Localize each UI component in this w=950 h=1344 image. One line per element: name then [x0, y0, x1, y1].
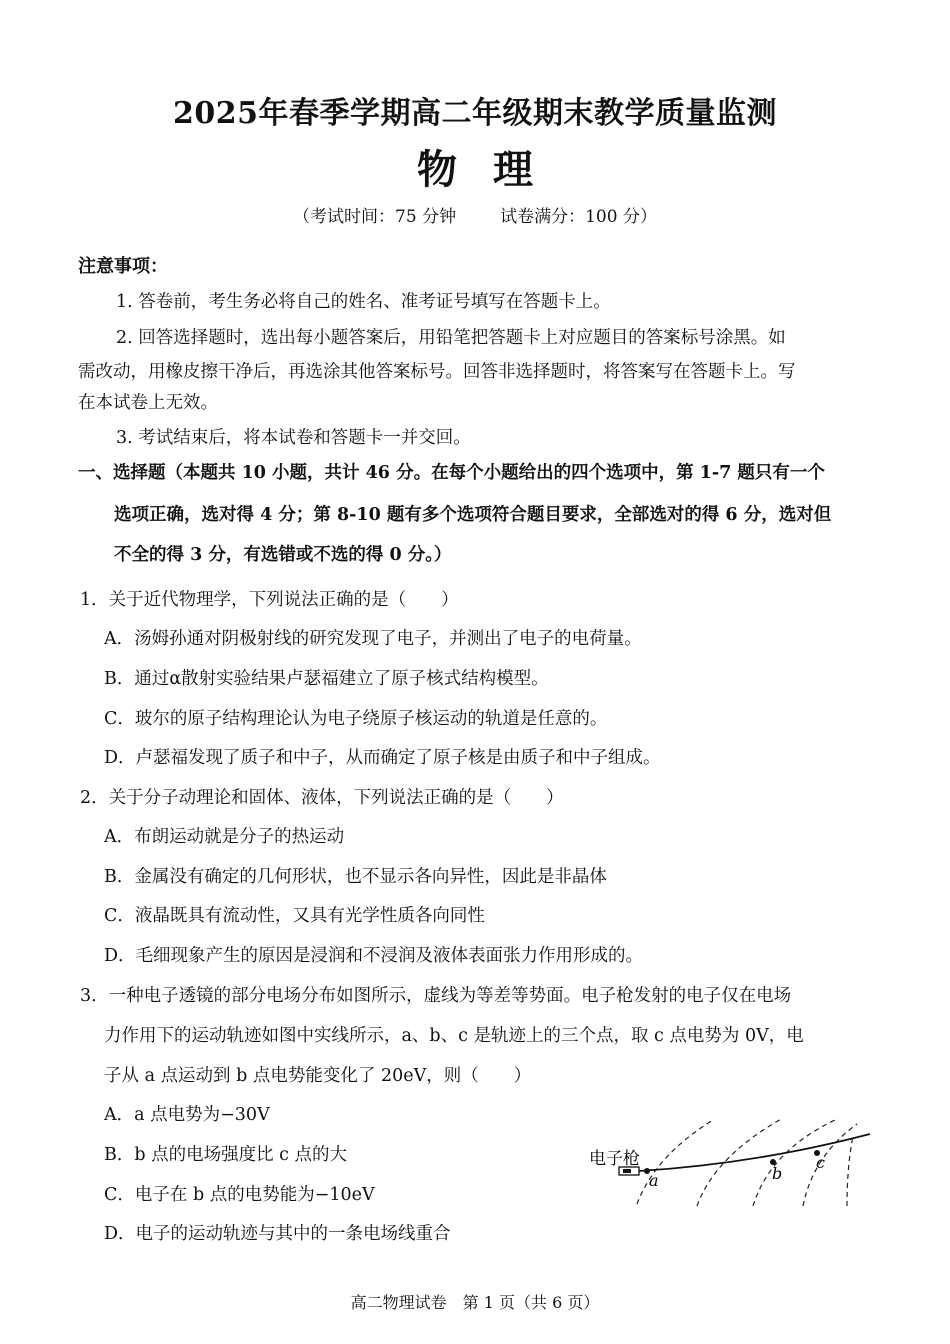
- notice-line: 3. 考试结束后，将本试卷和答题卡一并交回。: [116, 428, 471, 448]
- electron-lens-figure: [585, 1116, 885, 1216]
- equipotential-line: [847, 1136, 853, 1206]
- question-option: A．布朗运动就是分子的热运动: [104, 827, 345, 847]
- question-option: B．b 点的电场强度比 c 点的大: [104, 1145, 348, 1165]
- point-b-label: b: [772, 1164, 783, 1183]
- question-stem: 3．一种电子透镜的部分电场分布如图所示，虚线为等差等势面。电子枪发射的电子仅在电场: [80, 986, 792, 1006]
- section-header-line: 不全的得 3 分，有选错或不选的得 0 分。）: [114, 545, 452, 565]
- notice-line: 2. 回答选择题时，选出每小题答案后，用铅笔把答题卡上对应题目的答案标号涂黑。如: [116, 328, 786, 348]
- electron-trajectory: [639, 1134, 870, 1171]
- exam-info: [0, 202, 950, 227]
- notice-line: 1. 答卷前，考生务必将自己的姓名、准考证号填写在答题卡上。: [116, 292, 611, 312]
- exam-time: （考试时间：75 分钟: [293, 207, 457, 227]
- question-option: A．汤姆孙通对阴极射线的研究发现了电子，并测出了电子的电荷量。: [104, 629, 642, 649]
- section-header-line: 选项正确，选对得 4 分；第 8-10 题有多个选项符合题目要求，全部选对的得 6 分，选对但: [114, 505, 832, 525]
- subject-title: 物理: [417, 146, 569, 193]
- question-option: C．液晶既具有流动性，又具有光学性质各向同性: [104, 906, 485, 926]
- question-stem: 力作用下的运动轨迹如图中实线所示，a、b、c 是轨迹上的三个点，取 c 点电势为 0V，电: [104, 1026, 804, 1046]
- notice-line: 需改动，用橡皮擦干净后，再选涂其他答案标号。回答非选择题时，将答案写在答题卡上。写: [78, 362, 796, 382]
- question-stem: 2．关于分子动理论和固体、液体，下列说法正确的是（ ）: [80, 788, 564, 808]
- page-footer: 高二物理试卷 第 1 页（共 6 页）: [350, 1293, 600, 1312]
- question-option: D．毛细现象产生的原因是浸润和不浸润及液体表面张力作用形成的。: [104, 946, 644, 966]
- question-option: C．电子在 b 点的电势能为−10eV: [104, 1185, 375, 1205]
- question-option: B．通过α散射实验结果卢瑟福建立了原子核式结构模型。: [104, 669, 549, 689]
- notice-line: 在本试卷上无效。: [78, 393, 218, 413]
- question-option: D．卢瑟福发现了质子和中子，从而确定了原子核是由质子和中子组成。: [104, 748, 661, 768]
- question-stem: 子从 a 点运动到 b 点电势能变化了 20eV，则（ ）: [104, 1066, 532, 1086]
- full-score: 试卷满分：100 分）: [500, 207, 657, 227]
- point-c-label: c: [816, 1153, 825, 1172]
- question-option: A．a 点电势为−30V: [104, 1105, 270, 1125]
- question-option: D．电子的运动轨迹与其中的一条电场线重合: [104, 1224, 451, 1244]
- question-option: C．玻尔的原子结构理论认为电子绕原子核运动的轨道是任意的。: [104, 709, 608, 729]
- question-stem: 1．关于近代物理学，下列说法正确的是（ ）: [80, 590, 459, 610]
- exam-title: 2025年春季学期高二年级期末教学质量监测: [173, 96, 777, 131]
- point-a-label: a: [649, 1171, 659, 1190]
- notice-heading: 注意事项：: [78, 256, 168, 277]
- question-option: B．金属没有确定的几何形状，也不显示各向异性，因此是非晶体: [104, 867, 607, 887]
- section-header-line: 一、选择题（本题共 10 小题，共计 46 分。在每个小题给出的四个选项中，第 1-7 题只有一个: [78, 463, 825, 483]
- equipotential-line: [637, 1120, 713, 1204]
- electron-gun-label: 电子枪: [589, 1149, 640, 1169]
